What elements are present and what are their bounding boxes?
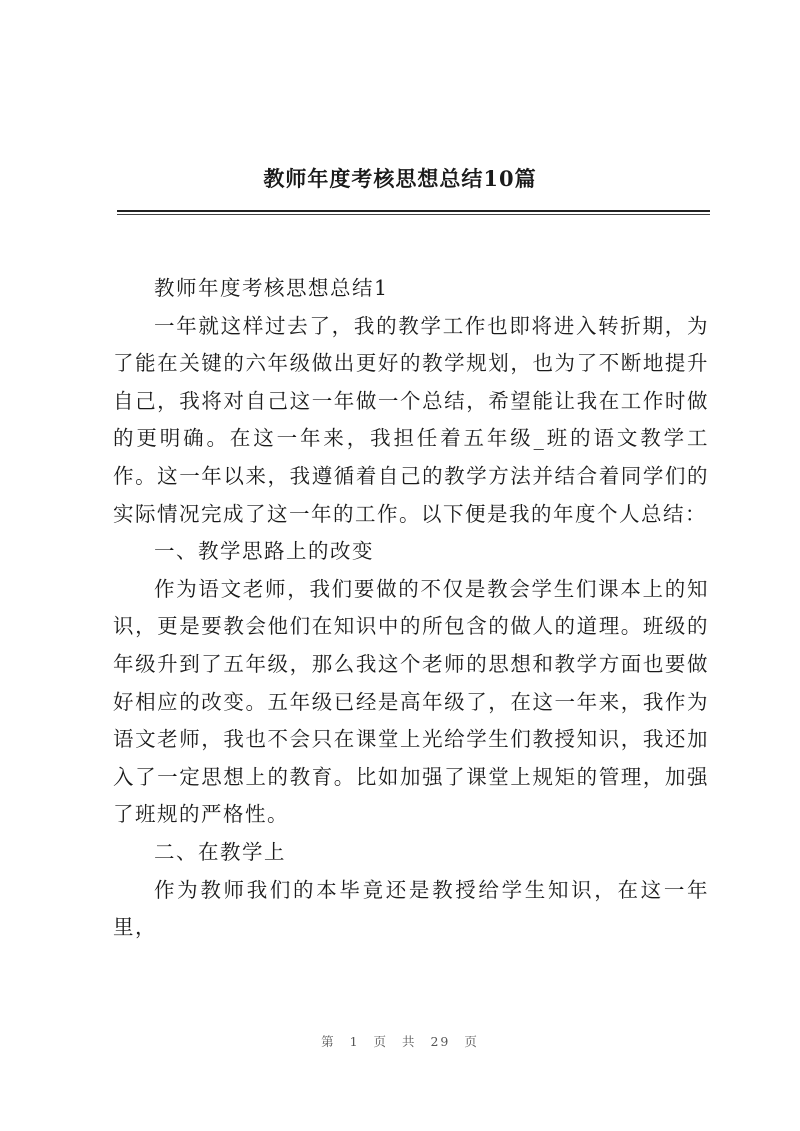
section-heading: 一、教学思路上的改变	[154, 539, 374, 564]
section-title: 教师年度考核思想总结1	[154, 276, 389, 300]
section-heading: 二、在教学上	[154, 839, 286, 864]
body-paragraph: 作为语文老师，我们要做的不仅是教会学生们课本上的知识，更是要教会他们在知识中的所包含的做人的道理。班级的年级升到了五年级，那么我这个老师的思想和教学方面也要做好相应的改变。五年级已经是高年级了，在这一年来，我作为语文老师，我也不会只在课堂上光给学生们教授知识，我还加入了一定思想上的教育。比如加强了课堂上规矩的管理，加强了班规的严格性。	[113, 576, 709, 827]
page-number: 第 1 页 共 29 页	[321, 1034, 479, 1049]
title-underline	[117, 210, 710, 212]
title-underline-thin	[117, 214, 710, 215]
body-paragraph: 作为教师我们的本毕竟还是教授给学生知识，在这一年里，	[113, 877, 709, 940]
body-paragraph: 一年就这样过去了，我的教学工作也即将进入转折期，为了能在关键的六年级做出更好的教学规划，也为了不断地提升自己，我将对自己这一年做一个总结，希望能让我在工作时做的更明确。在这一年来，我担任着五年级_班的语文教学工作。这一年以来，我遵循着自己的教学方法并结合着同学们的实际情况完成了这一年的工作。以下便是我的年度个人总结：	[113, 313, 709, 526]
document-body	[113, 270, 709, 947]
document-title: 教师年度考核思想总结10篇	[263, 166, 537, 191]
